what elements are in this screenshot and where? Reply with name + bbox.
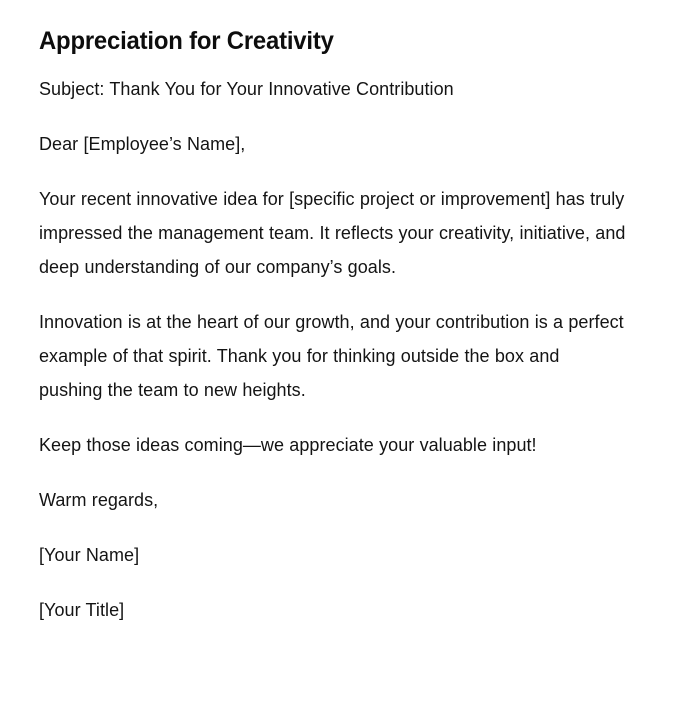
body-paragraph-2: Innovation is at the heart of our growth, and your contribution is a perfect example of that spirit. Thank you for thinking outside the box and pushing the team to new heights. [39,312,624,400]
page-title: Appreciation for Creativity [39,27,334,55]
sign-off: Warm regards, [39,490,159,510]
signature-name: [Your Name] [39,545,140,565]
salutation: Dear [Employee’s Name], [39,134,246,154]
document-body [39,72,639,627]
subject-line: Subject: Thank You for Your Innovative Contribution [39,79,454,99]
closing-remark: Keep those ideas coming—we appreciate your valuable input! [39,435,537,455]
body-paragraph-1: Your recent innovative idea for [specific project or improvement] has truly impressed the management team. It reflects your creativity, initiative, and deep understanding of our company’s goals. [39,189,626,277]
signature-title: [Your Title] [39,600,125,620]
